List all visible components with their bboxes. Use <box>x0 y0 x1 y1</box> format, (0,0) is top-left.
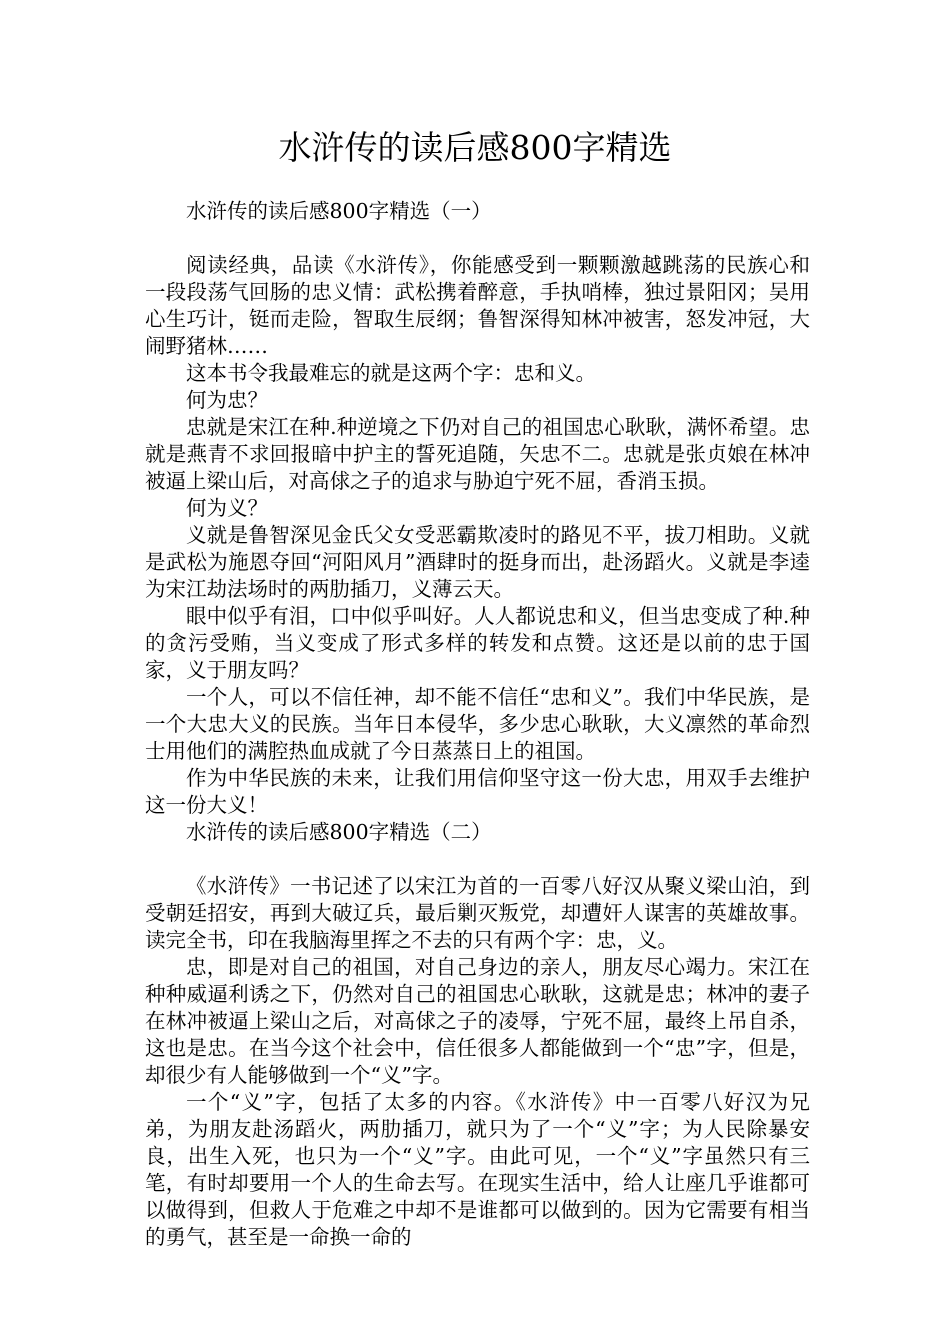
paragraph: 一个“义”字，包括了太多的内容。《水浒传》中一百零八好汉为兄弟，为朋友赴汤蹈火，两肋插刀，就只为了一个“义”字；为人民除暴安良，出生入死，也只为一个“义”字。由此可见，一个“义”字虽然只有三笔，有时却要用一个人的生命去写。在现实生活中，给人让座几乎谁都可以做得到，但救人于危难之中却不是谁都可以做到的。因为它需要有相当的勇气，甚至是一命换一命的 <box>145 1090 810 1249</box>
paragraph: 一个人，可以不信任神，却不能不信任“忠和义”。我们中华民族，是一个大忠大义的民族。当年日本侵华，多少忠心耿耿，大义凛然的革命烈士用他们的满腔热血成就了今日蒸蒸日上的祖国。 <box>145 685 810 763</box>
paragraph: 何为忠？ <box>186 388 268 412</box>
paragraph-gap <box>145 225 810 252</box>
paragraph: 忠就是宋江在种.种逆境之下仍对自己的祖国忠心耿耿，满怀希望。忠就是燕青不求回报暗中护主的誓死追随，矢忠不二。忠就是张贞娘在林冲被逼上梁山后，对高俅之子的追求与胁迫宁死不屈，香消玉损。 <box>145 415 810 493</box>
section-2-heading: 水浒传的读后感800字精选（二） <box>186 820 492 844</box>
paragraph: 这本书令我最难忘的就是这两个字：忠和义。 <box>186 361 596 385</box>
paragraph: 义就是鲁智深见金氏父女受恶霸欺凌时的路见不平，拔刀相助。义就是武松为施恩夺回“河阳风月”酒肆时的挺身而出，赴汤蹈火。义就是李逵为宋江劫法场时的两肋插刀，义薄云天。 <box>145 523 810 601</box>
paragraph: 阅读经典，品读《水浒传》，你能感受到一颗颗激越跳荡的民族心和一段段荡气回肠的忠义情：武松携着醉意，手执哨棒，独过景阳冈；吴用心生巧计，铤而走险，智取生辰纲；鲁智深得知林冲被害，怒发冲冠，大闹野猪林…… <box>145 253 810 358</box>
paragraph: 作为中华民族的未来，让我们用信仰坚守这一份大忠，用双手去维护这一份大义！ <box>145 766 810 817</box>
section-1-heading: 水浒传的读后感800字精选（一） <box>186 199 492 223</box>
paragraph: 眼中似乎有泪，口中似乎叫好。人人都说忠和义，但当忠变成了种.种的贪污受贿，当义变成了形式多样的转发和点赞。这还是以前的忠于国家，义于朋友吗？ <box>145 604 810 682</box>
page-title: 水浒传的读后感800字精选 <box>278 128 672 167</box>
document-body <box>145 198 810 1251</box>
paragraph: 忠，即是对自己的祖国，对自己身边的亲人，朋友尽心竭力。宋江在种种威逼利诱之下，仍然对自己的祖国忠心耿耿，这就是忠；林冲的妻子在林冲被逼上梁山之后，对高俅之子的凌辱，宁死不屈，最终上吊自杀，这也是忠。在当今这个社会中，信任很多人都能做到一个“忠”字，但是，却很少有人能够做到一个“义”字。 <box>145 955 810 1087</box>
paragraph: 《水浒传》一书记述了以宋江为首的一百零八好汉从聚义梁山泊，到受朝廷招安，再到大破辽兵，最后剿灭叛党，却遭奸人谋害的英雄故事。读完全书，印在我脑海里挥之不去的只有两个字：忠，义。 <box>145 874 810 952</box>
paragraph: 何为义？ <box>186 496 268 520</box>
paragraph-gap <box>145 846 810 873</box>
